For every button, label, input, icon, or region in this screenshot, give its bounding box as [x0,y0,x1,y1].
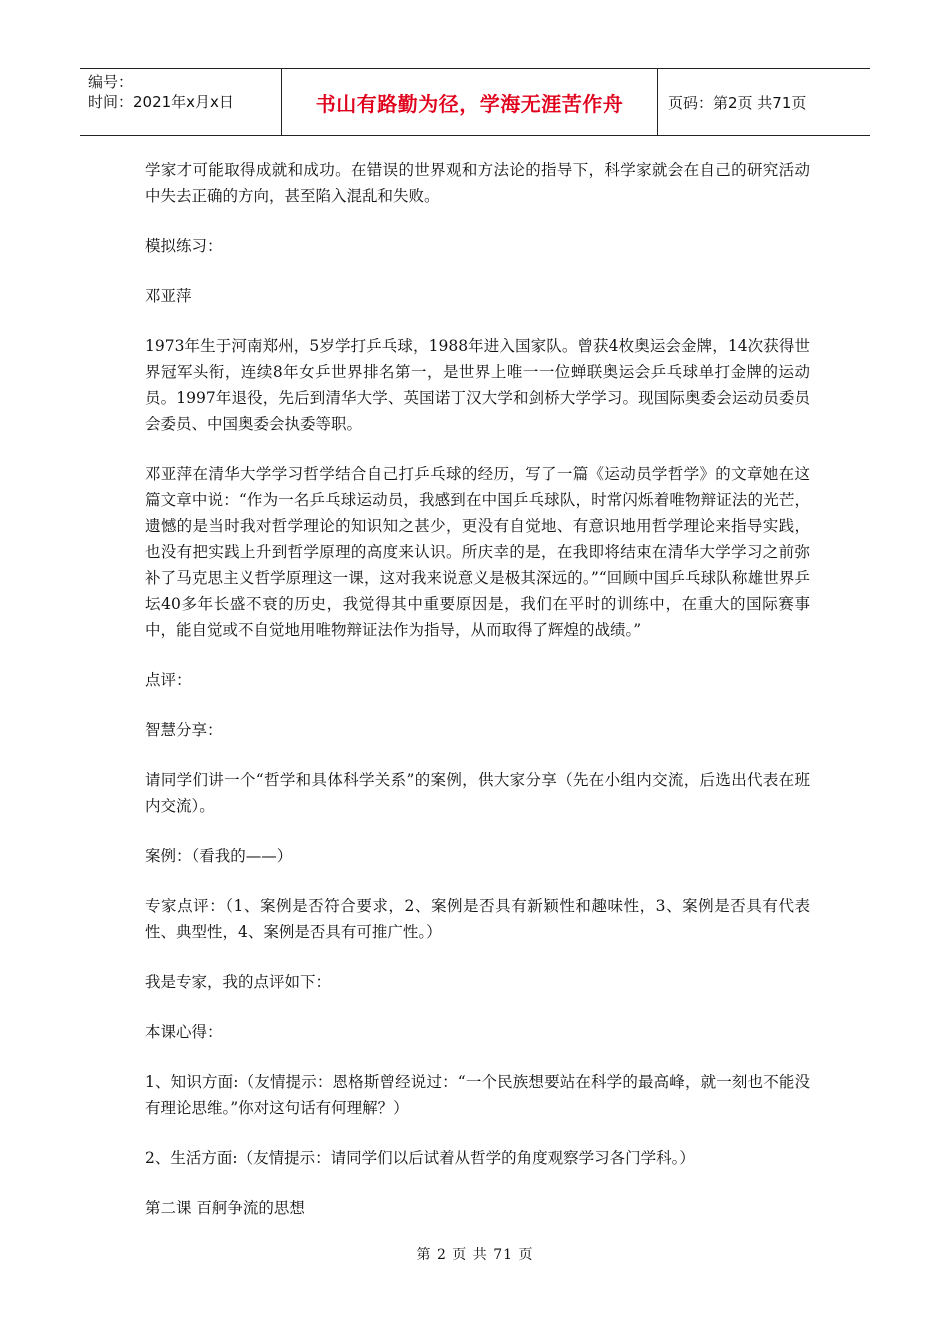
lesson-title: 第二课 百舸争流的思想 [145,1199,305,1217]
header-motto: 书山有路勤为径，学海无涯苦作舟 [282,69,658,135]
paragraph-article-quote: 邓亚萍在清华大学学习哲学结合自己打乒乓球的经历，写了一篇《运动员学哲学》的文章她在这篇文章中说：“作为一名乒乓球运动员，我感到在中国乒乓球队，时常闪烁着唯物辩证法的光芒，遗憾的是当时我对哲学理论的知识知之甚少，更没有自觉地、有意识地用哲学理论来指导实践，也没有把实践上升到哲学原理的高度来认识。所庆幸的是，在我即将结束在清华大学学习之前弥补了马克思主义哲学原理这一课，这对我来说意义是极其深远的。”“回顾中国乒乓球队称雄世界乒坛40多年长盛不衰的历史，我觉得其中重要原因是，我们在平时的训练中，在重大的国际赛事中，能自觉或不自觉地用唯物辩证法作为指导，从而取得了辉煌的战绩。” [145,465,810,639]
page-header [80,68,870,136]
paragraph-expert-criteria: 专家点评：（1、案例是否符合要求，2、案例是否具有新颖性和趣味性，3、案例是否具有代表性、典型性，4、案例是否具有可推广性。） [145,897,810,941]
paragraph-life: 2、生活方面:（友情提示：请同学们以后试着从哲学的角度观察学习各门学科。） [145,1149,695,1167]
section-case: 案例：（看我的——） [145,847,293,865]
paragraph-share-instruction: 请同学们讲一个“哲学和具体科学关系”的案例，供大家分享（先在小组内交流，后选出代表在班内交流）。 [145,771,810,815]
document-date-label: 时间：2021年x月x日 [88,93,234,111]
header-page-info: 页码：第2页 共71页 [668,93,807,112]
section-my-review: 我是专家，我的点评如下： [145,973,332,991]
section-heading-wisdom-share: 智慧分享： [145,721,223,739]
paragraph-biography: 1973年生于河南郑州，5岁学打乒乓球，1988年进入国家队。曾获4枚奥运会金牌，14次获得世界冠军头衔，连续8年女乒世界排名第一，是世界上唯一一位蝉联奥运会乒乓球单打金牌的运动员。1997年退役，先后到清华大学、英国诺丁汉大学和剑桥大学学习。现国际奥委会运动员委员会委员、中国奥委会执委等职。 [145,337,810,433]
paragraph-knowledge: 1、知识方面:（友情提示：恩格斯曾经说过：“一个民族想要站在科学的最高峰，就一刻也不能没有理论思维。”你对这句话有何理解？） [145,1073,810,1117]
page-footer: 第 2 页 共 71 页 [416,1247,534,1263]
paragraph-intro-continuation: 学家才可能取得成就和成功。在错误的世界观和方法论的指导下，科学家就会在自己的研究活动中失去正确的方向，甚至陷入混乱和失败。 [145,161,810,205]
person-name: 邓亚萍 [145,287,192,305]
header-meta [80,69,282,135]
section-heading-reflection: 本课心得： [145,1023,223,1041]
section-heading-practice: 模拟练习： [145,237,223,255]
document-body [145,157,810,1245]
section-heading-comment: 点评： [145,671,192,689]
document-number-label: 编号： [88,73,134,91]
